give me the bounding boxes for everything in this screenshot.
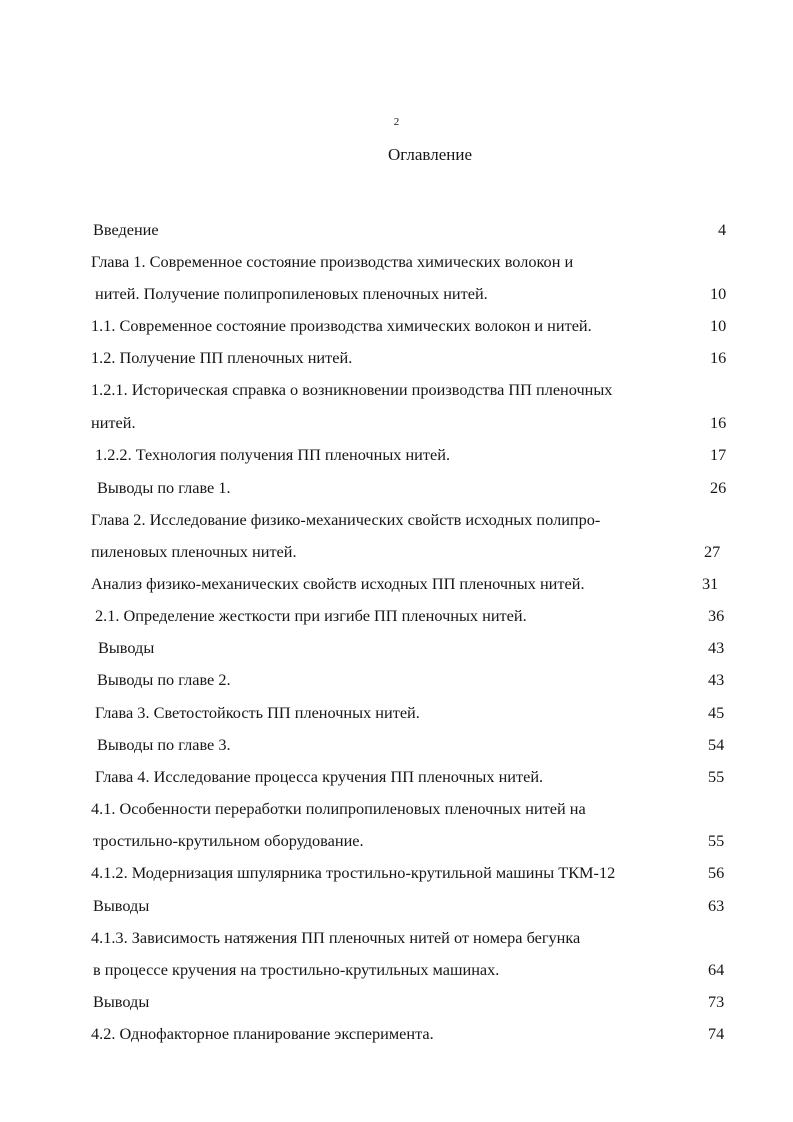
toc-entry-text: Глава 3. Светостойкость ПП пленочных нитей. <box>95 703 420 722</box>
toc-entry-text: пиленовых пленочных нитей. <box>91 542 297 561</box>
toc-entry-page: 36 <box>708 606 725 625</box>
toc-entry-page: 31 <box>702 574 719 593</box>
toc-entry-text: Выводы <box>93 992 150 1011</box>
toc-entry-text: Глава 4. Исследование процесса кручения ПП пленочных нитей. <box>95 767 544 786</box>
toc-entry-text: Выводы по главе 3. <box>97 735 231 754</box>
toc-entry-text: 1.2.2. Технология получения ПП пленочных нитей. <box>95 445 451 464</box>
toc-entry-text: Введение <box>93 220 159 239</box>
toc-entry-text: 1.1. Современное состояние производства химических волокон и нитей. <box>91 316 592 335</box>
toc-entry-page: 43 <box>708 670 725 689</box>
toc-entry-page: 45 <box>708 703 725 722</box>
toc-entry-text: нитей. Получение полипропиленовых пленочных нитей. <box>95 284 488 303</box>
toc-entry-page: 16 <box>710 348 727 367</box>
toc-entry-page: 17 <box>710 445 727 464</box>
toc-entry-text: 1.2.1. Историческая справка о возникновении производства ПП пленочных <box>91 380 613 399</box>
toc-entry-text: Выводы по главе 1. <box>97 478 231 497</box>
toc-entry-text: Выводы <box>98 638 155 657</box>
toc-entry-text: тростильно-крутильном оборудование. <box>93 831 364 850</box>
toc-entry-page: 26 <box>710 478 727 497</box>
toc-entry-page: 56 <box>708 863 725 882</box>
toc-entry-page: 16 <box>710 413 727 432</box>
toc-entry-page: 43 <box>708 638 725 657</box>
toc-entry-page: 74 <box>708 1024 725 1043</box>
toc-entry-text: Выводы <box>93 896 150 915</box>
toc-entry-text: Глава 1. Современное состояние производства химических волокон и <box>91 252 574 271</box>
toc-entry-text: 4.2. Однофакторное планирование эксперимента. <box>91 1024 434 1043</box>
toc-entry-page: 55 <box>708 767 725 786</box>
toc-entry-page: 64 <box>708 960 725 979</box>
toc-entry-text: нитей. <box>91 413 136 432</box>
toc-entry-text: в процессе кручения на тростильно-крутильных машинах. <box>93 960 500 979</box>
toc-entry-page: 10 <box>710 316 727 335</box>
toc-entry-text: 4.1.2. Модернизация шпулярника тростильно-крутильной машины ТКМ-12 <box>91 863 616 882</box>
toc-entry-text: Выводы по главе 2. <box>97 670 231 689</box>
toc-entry-text: 2.1. Определение жесткости при изгибе ПП пленочных нитей. <box>95 606 527 625</box>
toc-entry-text: Глава 2. Исследование физико-механических свойств исходных полипро- <box>91 510 601 529</box>
toc-entry-text: Анализ физико-механических свойств исходных ПП пленочных нитей. <box>91 574 585 593</box>
toc-entry-page: 63 <box>708 896 725 915</box>
page-title: Оглавление <box>388 145 472 164</box>
toc-entry-page: 54 <box>708 735 725 754</box>
toc-entry-text: 1.2. Получение ПП пленочных нитей. <box>91 348 353 367</box>
toc-entry-text: 4.1. Особенности переработки полипропиленовых пленочных нитей на <box>91 799 586 818</box>
toc-entry-page: 10 <box>710 284 727 303</box>
page-number: 2 <box>393 116 400 128</box>
toc-entry-page: 73 <box>708 992 725 1011</box>
toc-entry-page: 55 <box>708 831 725 850</box>
toc-entry-text: 4.1.3. Зависимость натяжения ПП пленочных нитей от номера бегунка <box>91 928 581 947</box>
toc-entry-page: 27 <box>704 542 721 561</box>
toc-entry-page: 4 <box>718 220 727 239</box>
